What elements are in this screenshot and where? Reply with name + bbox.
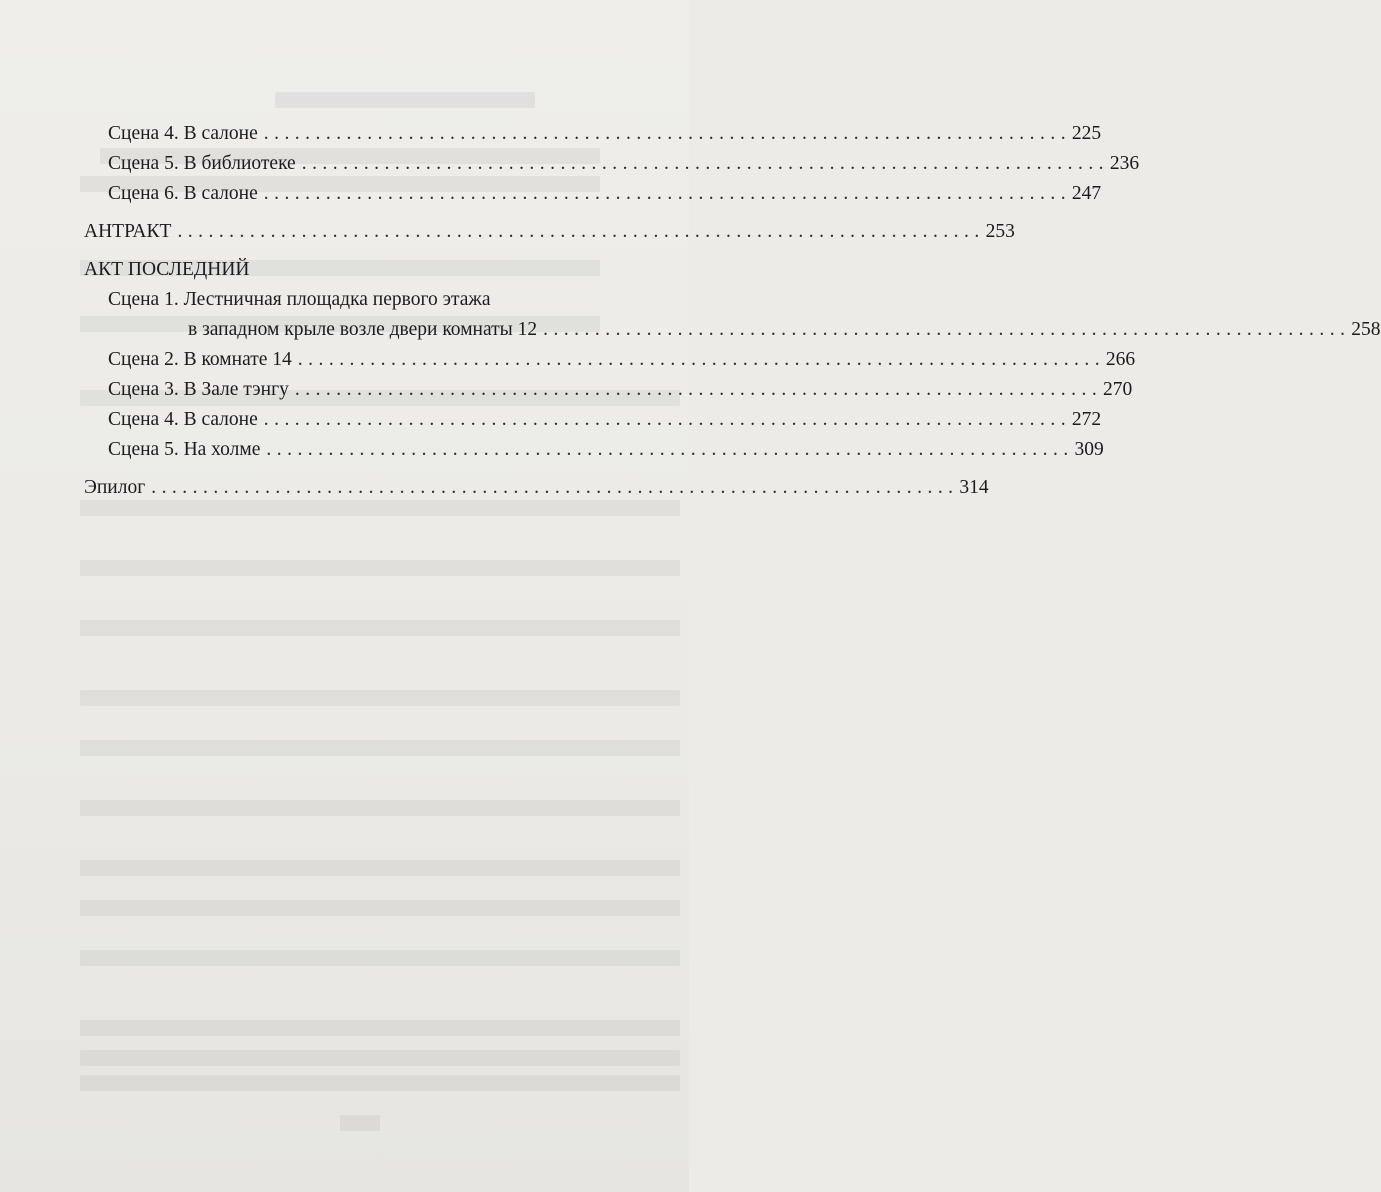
toc-entry-label: Сцена 3. В Зале тэнгу [108, 379, 289, 400]
toc-entry-label: Сцена 2. В комнате 14 [108, 349, 292, 370]
toc-entry[interactable] [84, 148, 1140, 179]
toc-entry-line1[interactable] [84, 284, 692, 315]
toc-entry-label: АНТРАКТ [84, 221, 172, 242]
toc-page-number: 247 [1071, 183, 1102, 204]
toc-entry-label: Сцена 5. На холме [108, 439, 261, 460]
toc-entry-label: Сцена 4. В салоне [108, 123, 258, 144]
toc-entry-line2[interactable] [84, 314, 1381, 345]
toc-entry-label-continued: в западном крыле возле двери комнаты 12 [188, 319, 538, 340]
leader-dots [177, 216, 979, 247]
leader-dots [302, 148, 1104, 179]
toc-entry[interactable] [84, 404, 1102, 435]
toc-entry[interactable] [84, 344, 1136, 375]
toc-page-number: 258 [1351, 319, 1381, 340]
leader-dots [295, 374, 1097, 405]
leader-dots [264, 404, 1066, 435]
toc-entry[interactable] [84, 118, 1102, 149]
leader-dots [151, 472, 953, 503]
toc-entry-label: Сцена 6. В салоне [108, 183, 258, 204]
toc-page-number: 309 [1074, 439, 1104, 460]
toc-entry-label: Сцена 5. В библиотеке [108, 153, 296, 174]
toc-entry[interactable] [84, 216, 1015, 247]
toc-entry[interactable] [84, 374, 1133, 405]
toc-page-number: 266 [1105, 349, 1136, 370]
toc-section-heading: АКТ ПОСЛЕДНИЙ [84, 259, 250, 280]
toc-entry[interactable] [84, 178, 1102, 209]
toc-entry[interactable] [84, 434, 1104, 465]
toc-entry-label: Сцена 4. В салоне [108, 409, 258, 430]
toc-page-number: 253 [985, 221, 1015, 242]
toc-entry-label: Сцена 1. Лестничная площадка первого этажа [108, 289, 491, 310]
leader-dots [266, 434, 1068, 465]
toc-entry-label: Эпилог [84, 477, 146, 498]
leader-dots [298, 344, 1100, 375]
leader-dots [264, 118, 1066, 149]
leader-dots [543, 314, 1345, 345]
leader-dots [264, 178, 1066, 209]
toc-page-number: 314 [959, 477, 989, 498]
toc-page-number: 236 [1109, 153, 1140, 174]
toc-page-number: 225 [1071, 123, 1102, 144]
toc-page-number: 272 [1071, 409, 1102, 430]
toc-page-number: 270 [1103, 379, 1133, 400]
toc-entry[interactable] [84, 472, 989, 503]
